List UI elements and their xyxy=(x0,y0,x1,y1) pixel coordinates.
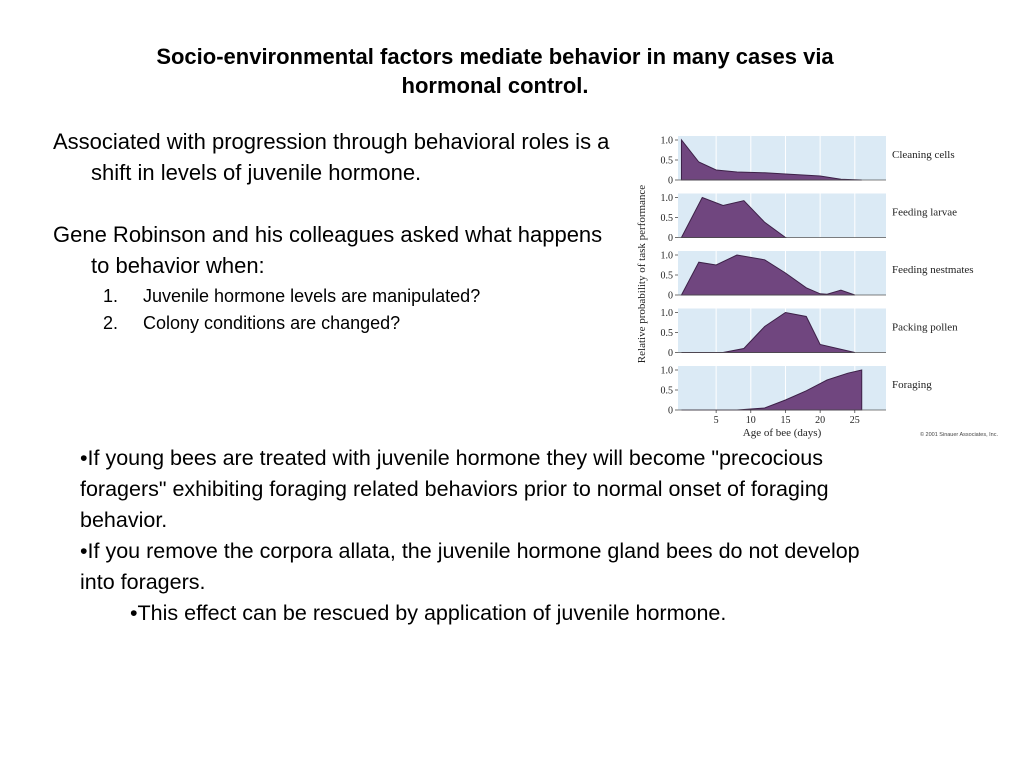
list-number: 1. xyxy=(103,286,119,306)
series-label-feeding-larvae: Feeding larvae xyxy=(892,206,958,219)
bullet-corpora-allata: •If you remove the corpora allata, the juvenile hormone gland bees do not develop into foragers. xyxy=(80,539,860,594)
y-tick-label: 0.5 xyxy=(660,270,673,282)
y-tick-label: 0 xyxy=(668,290,673,302)
y-tick-label: 0.5 xyxy=(660,213,673,224)
series-label-cleaning-cells: Cleaning cells xyxy=(892,149,955,161)
x-tick-label: 20 xyxy=(815,415,826,426)
juvenile-hormone-paragraph: Associated with progression through behavioral roles is a shift in levels of juvenile hormone. xyxy=(53,129,610,185)
robinson-question-paragraph: Gene Robinson and his colleagues asked what happens to behavior when: xyxy=(53,222,603,278)
y-tick-label: 1.0 xyxy=(660,365,673,377)
left-text-block xyxy=(53,126,613,337)
x-axis-title: Age of bee (days) xyxy=(742,427,822,439)
bullet-block xyxy=(80,443,900,629)
series-label-feeding-nestmates: Feeding nestmates xyxy=(892,264,974,276)
y-axis-title: Relative probability of task performance xyxy=(636,184,648,364)
x-tick-label: 5 xyxy=(713,415,719,426)
x-tick-label: 15 xyxy=(780,415,791,426)
y-tick-label: 1.0 xyxy=(660,193,673,204)
question-list xyxy=(53,283,613,337)
list-item xyxy=(53,310,613,337)
list-text: Colony conditions are changed? xyxy=(143,313,401,333)
title-line-2: hormonal control. xyxy=(401,73,589,98)
y-tick-label: 1.0 xyxy=(660,308,673,319)
bullet-precocious-foragers: •If young bees are treated with juvenile hormone they will become "precocious foragers" exhibiting foraging related behaviors prior to normal onset of foraging behavior. xyxy=(80,446,829,532)
series-label-packing-pollen: Packing pollen xyxy=(892,321,958,334)
y-tick-label: 1.0 xyxy=(660,135,673,147)
bullet-rescue: •This effect can be rescued by application of juvenile hormone. xyxy=(130,601,727,625)
y-tick-label: 0.5 xyxy=(660,155,673,167)
list-text: Juvenile hormone levels are manipulated? xyxy=(143,286,481,306)
title-line-1: Socio-environmental factors mediate behavior in many cases via xyxy=(156,44,834,69)
chart-svg xyxy=(628,128,1008,440)
y-tick-label: 0 xyxy=(668,175,673,187)
y-tick-label: 0 xyxy=(668,405,673,417)
series-label-foraging: Foraging xyxy=(892,379,932,391)
x-tick-label: 10 xyxy=(745,415,756,426)
y-tick-label: 0.5 xyxy=(660,328,673,339)
task-performance-chart xyxy=(628,128,1008,440)
y-tick-label: 1.0 xyxy=(660,250,673,262)
list-item xyxy=(53,283,613,310)
copyright-credit: © 2001 Sinauer Associates, Inc. xyxy=(919,432,998,438)
list-number: 2. xyxy=(103,313,119,333)
y-tick-label: 0 xyxy=(668,233,673,244)
y-tick-label: 0 xyxy=(668,348,673,359)
y-tick-label: 0.5 xyxy=(660,385,673,397)
slide-title xyxy=(60,42,930,100)
x-tick-label: 25 xyxy=(849,415,860,426)
